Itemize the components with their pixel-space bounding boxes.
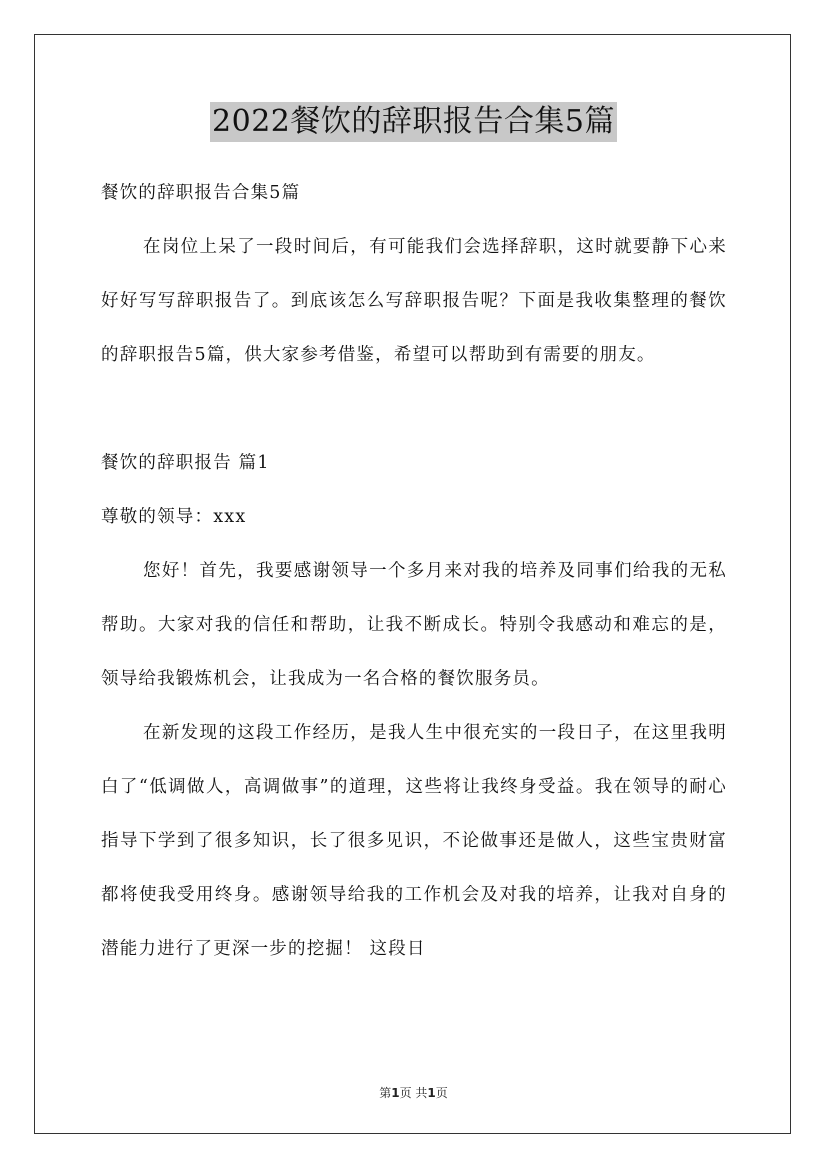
salutation: 尊敬的领导：xxx: [101, 507, 247, 527]
footer-prefix: 第: [379, 1086, 392, 1100]
document-subtitle: 餐饮的辞职报告合集5篇: [101, 183, 301, 203]
footer-current-page: 1: [391, 1086, 400, 1100]
body-paragraph-1: 您好！首先，我要感谢领导一个多月来对我的培养及同事们给我的无私帮助。大家对我的信任和帮助，让我不断成长。特别令我感动和难忘的是，领导给我锻炼机会，让我成为一名合格的餐饮服务员。: [101, 561, 727, 689]
body-paragraph-2: 在新发现的这段工作经历，是我人生中很充实的一段日子，在这里我明白了“低调做人，高调做事”的道理，这些将让我终身受益。我在领导的耐心指导下学到了很多知识，长了很多见识，不论做事还是做人，这些宝贵财富都将使我受用终身。感谢领导给我的工作机会及对我的培养，让我对自身的潜能力进行了更深一步的挖掘！ 这段日: [101, 723, 727, 959]
footer-suffix: 页: [435, 1086, 448, 1100]
document-body: [101, 166, 727, 976]
section-heading: 餐饮的辞职报告 篇1: [101, 453, 270, 473]
footer-mid: 页 共: [399, 1086, 428, 1100]
footer-total-pages: 1: [427, 1086, 436, 1100]
intro-paragraph: 在岗位上呆了一段时间后，有可能我们会选择辞职，这时就要静下心来好好写写辞职报告了。到底该怎么写辞职报告呢？下面是我收集整理的餐饮的辞职报告5篇，供大家参考借鉴，希望可以帮助到有需要的朋友。: [101, 237, 727, 365]
title-container: [0, 102, 827, 142]
page-footer: [0, 1084, 827, 1101]
document-title: 2022餐饮的辞职报告合集5篇: [210, 102, 617, 142]
